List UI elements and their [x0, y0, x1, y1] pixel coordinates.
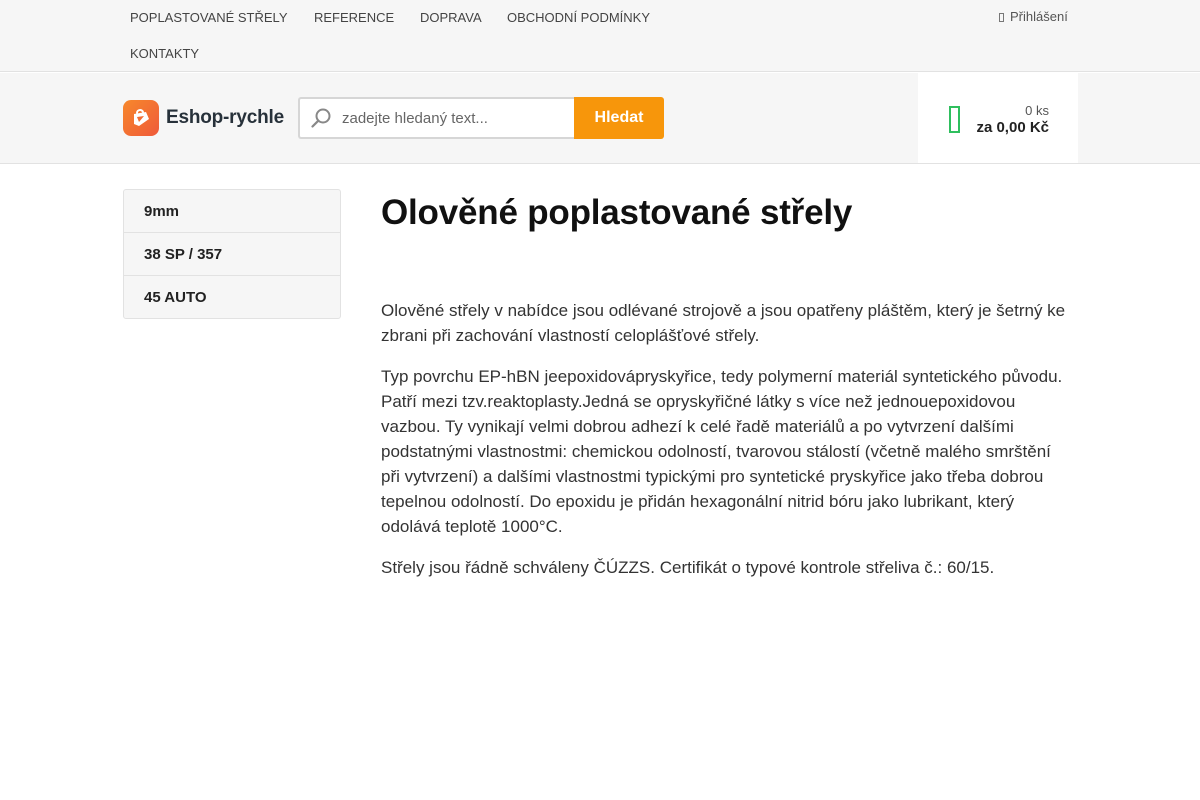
nav-item-kontakty[interactable]: KONTAKTY	[130, 46, 200, 61]
shopping-bag-logo-icon	[123, 100, 159, 136]
login-label: Přihlášení	[1010, 9, 1068, 24]
logo[interactable]	[123, 100, 284, 136]
cart-widget[interactable]	[918, 73, 1078, 163]
top-bar	[0, 0, 1200, 72]
nav-item-reference[interactable]: REFERENCE	[314, 10, 395, 25]
page-title: Olověné poplastované střely	[381, 193, 853, 232]
nav-item-obchodni-podminky[interactable]: OBCHODNÍ PODMÍNKY	[507, 10, 651, 25]
cart-item-count: 0 ks	[1025, 103, 1049, 118]
search-field	[298, 97, 574, 139]
article-body	[381, 298, 1071, 580]
user-icon	[999, 13, 1004, 22]
logo-text: Eshop-rychle	[166, 107, 284, 128]
login-link[interactable]	[999, 9, 1068, 25]
search-button[interactable]: Hledat	[574, 97, 664, 139]
search-icon	[310, 107, 332, 129]
nav-item-doprava[interactable]: DOPRAVA	[420, 10, 482, 25]
paragraph: Typ povrchu EP-hBN jeepoxidovápryskyřice, tedy polymerní materiál syntetického původu. Patří mezi tzv.reaktoplasty.Jedná se opryskyřičné látky s více než jednouepoxidovou vazbou. Ty vynikají velmi dobrou adhezí k celé řadě materiálů a po vytvrzení dalšími podstatnými vlastnostmi: chemickou odolností, tvarovou stálostí (včetně malého smrštění při vytvrzení) a dalšími vlastnostmi typickými pro syntetické pryskyřice jako třeba dobrou tepelnou odolností. Do epoxidu je přidán hexagonální nitrid bóru jako lubrikant, který odolává teplotě 1000°C.	[381, 367, 1063, 536]
sidebar-item-9mm[interactable]: 9mm	[144, 202, 180, 220]
main-content	[381, 190, 1071, 596]
sidebar-item-38sp-357[interactable]: 38 SP / 357	[124, 232, 340, 275]
search-input[interactable]	[342, 110, 562, 127]
category-sidebar	[123, 189, 341, 319]
cart-total: za 0,00 Kč	[976, 119, 1049, 136]
paragraph: Střely jsou řádně schváleny ČÚZZS. Certifikát o typové kontrole střeliva č.: 60/15.	[381, 558, 995, 577]
cart-icon	[949, 106, 960, 133]
site-header	[0, 73, 1200, 164]
paragraph: Olověné střely v nabídce jsou odlévané strojově a jsou opatřeny pláštěm, který je šetrný ke zbrani při zachování vlastností celoplášťové střely.	[381, 301, 1066, 345]
nav-item-poplastovane-strely[interactable]: POPLASTOVANÉ STŘELY	[130, 10, 288, 25]
search-form	[298, 97, 664, 139]
sidebar-item-45auto[interactable]: 45 AUTO	[124, 275, 340, 318]
